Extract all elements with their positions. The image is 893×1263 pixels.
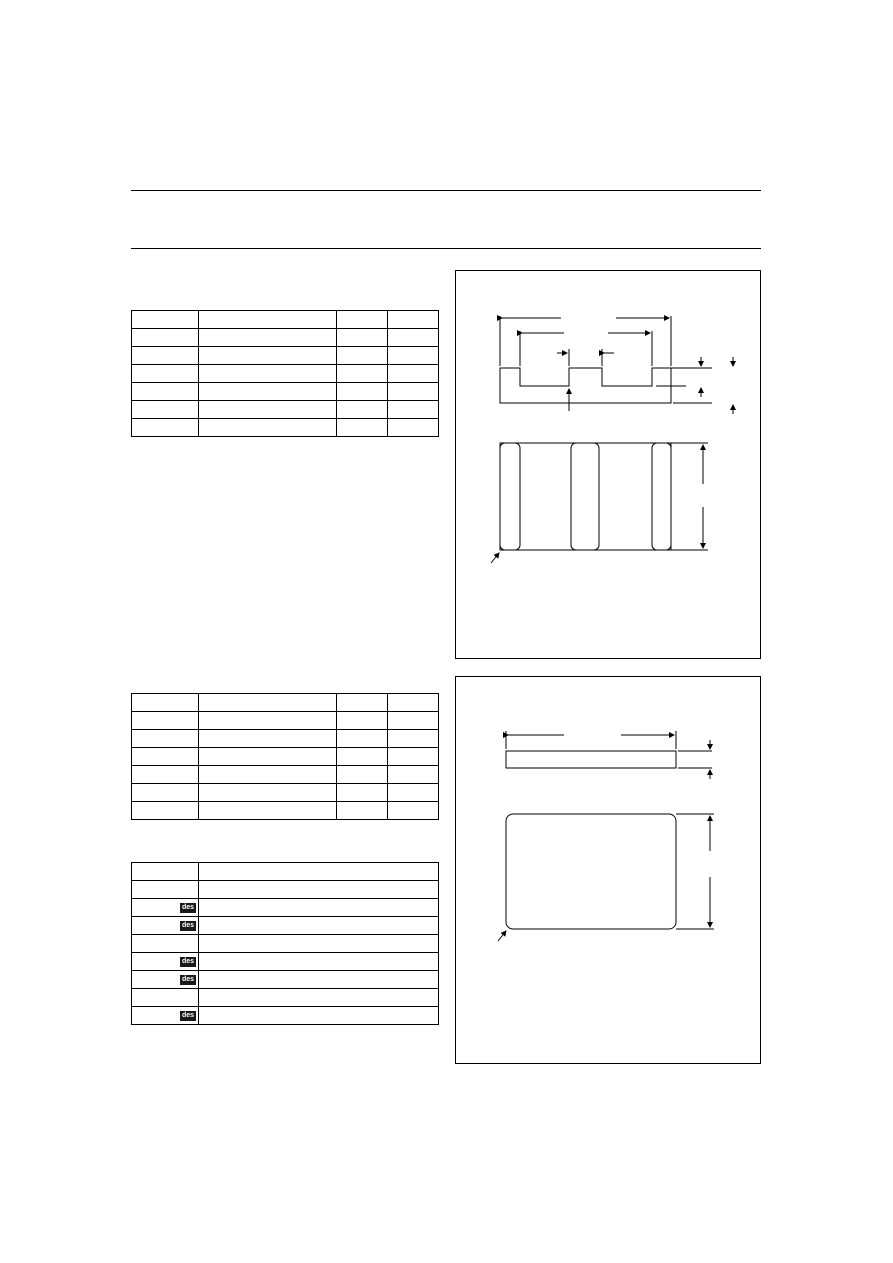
marking-desc-cell bbox=[199, 917, 439, 935]
table-b-cell bbox=[132, 784, 199, 802]
outline-drawing-1 bbox=[456, 271, 762, 660]
marking-desc-cell bbox=[199, 953, 439, 971]
des-marker: des bbox=[181, 975, 194, 983]
table-a-cell bbox=[199, 347, 337, 365]
table-a-cell bbox=[337, 383, 388, 401]
table-a-cell bbox=[337, 329, 388, 347]
des-marker: des bbox=[181, 957, 194, 965]
side-view-strip bbox=[506, 751, 676, 768]
outline-drawing-2 bbox=[456, 677, 762, 1065]
table-b-cell bbox=[199, 712, 337, 730]
marking-code-cell bbox=[132, 899, 199, 917]
outline-drawing-panel-1 bbox=[455, 270, 761, 659]
table-a-cell bbox=[199, 365, 337, 383]
dimension-table-b bbox=[131, 693, 439, 820]
table-b-cell bbox=[132, 748, 199, 766]
table-b-cell bbox=[337, 766, 388, 784]
table-a-cell bbox=[132, 419, 199, 437]
header-rule-bottom bbox=[131, 248, 761, 249]
table-b-row bbox=[132, 766, 439, 784]
terminal-left bbox=[500, 443, 520, 550]
table-b-cell bbox=[388, 766, 439, 784]
table-b-cell bbox=[132, 730, 199, 748]
marking-code-cell bbox=[132, 935, 199, 953]
table-b-cell bbox=[337, 784, 388, 802]
table-b-row bbox=[132, 784, 439, 802]
table-b-cell bbox=[199, 730, 337, 748]
table-a-cell bbox=[337, 419, 388, 437]
table-b-cell bbox=[199, 748, 337, 766]
table-a-cell bbox=[388, 383, 439, 401]
table-b-row bbox=[132, 748, 439, 766]
marking-table-row bbox=[132, 953, 439, 971]
marking-table bbox=[131, 862, 439, 1025]
table-a-row bbox=[132, 311, 439, 329]
marking-desc-cell bbox=[199, 989, 439, 1007]
marking-code-cell bbox=[132, 1007, 199, 1025]
marking-desc-cell bbox=[199, 899, 439, 917]
marking-code-cell bbox=[132, 863, 199, 881]
table-b-cell bbox=[199, 802, 337, 820]
table-a-cell bbox=[388, 311, 439, 329]
marking-table-row bbox=[132, 989, 439, 1007]
dimension-table-a bbox=[131, 310, 439, 437]
table-a-cell bbox=[337, 401, 388, 419]
des-marker: des bbox=[181, 1011, 194, 1019]
table-b-cell bbox=[388, 730, 439, 748]
marking-table-row bbox=[132, 971, 439, 989]
table-a-cell bbox=[388, 419, 439, 437]
marking-table-row bbox=[132, 935, 439, 953]
table-a-row bbox=[132, 383, 439, 401]
table-a-cell bbox=[132, 401, 199, 419]
marking-table-row bbox=[132, 881, 439, 899]
table-b-cell bbox=[337, 730, 388, 748]
table-b-cell bbox=[132, 712, 199, 730]
table-a-cell bbox=[132, 365, 199, 383]
table-a-cell bbox=[199, 383, 337, 401]
table-b-cell bbox=[199, 784, 337, 802]
table-b-cell bbox=[132, 802, 199, 820]
table-a-cell bbox=[337, 347, 388, 365]
table-a-cell bbox=[132, 347, 199, 365]
header-rule-top bbox=[131, 190, 761, 191]
marking-desc-cell bbox=[199, 863, 439, 881]
table-b-cell bbox=[337, 712, 388, 730]
table-b-row bbox=[132, 802, 439, 820]
table-b-row bbox=[132, 712, 439, 730]
table-b-cell bbox=[388, 784, 439, 802]
table-b-cell bbox=[388, 802, 439, 820]
top-view-body bbox=[500, 443, 671, 550]
marking-desc-cell bbox=[199, 971, 439, 989]
table-a-cell bbox=[388, 365, 439, 383]
table-a-cell bbox=[388, 347, 439, 365]
top-view-chip bbox=[506, 814, 676, 929]
table-b-cell bbox=[199, 766, 337, 784]
table-b-cell bbox=[337, 694, 388, 712]
table-a-cell bbox=[337, 311, 388, 329]
table-b-cell bbox=[337, 748, 388, 766]
marking-desc-cell bbox=[199, 935, 439, 953]
table-b-cell bbox=[199, 694, 337, 712]
marking-desc-cell bbox=[199, 1007, 439, 1025]
table-a-row bbox=[132, 419, 439, 437]
table-a-cell bbox=[199, 311, 337, 329]
table-a-cell bbox=[132, 383, 199, 401]
table-a-cell bbox=[337, 365, 388, 383]
terminal-center bbox=[571, 443, 599, 550]
des-marker: des bbox=[181, 903, 194, 911]
des-marker: des bbox=[181, 921, 194, 929]
table-b-row bbox=[132, 694, 439, 712]
table-a-cell bbox=[388, 401, 439, 419]
table-a-cell bbox=[199, 401, 337, 419]
table-a-cell bbox=[199, 329, 337, 347]
marking-code-cell bbox=[132, 917, 199, 935]
table-a-row bbox=[132, 347, 439, 365]
table-b-cell bbox=[132, 766, 199, 784]
marking-table-row bbox=[132, 899, 439, 917]
table-a-cell bbox=[199, 419, 337, 437]
table-b-cell bbox=[388, 712, 439, 730]
table-a-cell bbox=[388, 329, 439, 347]
table-a-row bbox=[132, 329, 439, 347]
marking-table-row bbox=[132, 917, 439, 935]
marking-table-row bbox=[132, 863, 439, 881]
terminal-right bbox=[652, 443, 671, 550]
marking-desc-cell bbox=[199, 881, 439, 899]
table-b-cell bbox=[388, 694, 439, 712]
marking-code-cell bbox=[132, 881, 199, 899]
outline-drawing-panel-2 bbox=[455, 676, 761, 1064]
table-b-row bbox=[132, 730, 439, 748]
marking-code-cell bbox=[132, 989, 199, 1007]
table-a-row bbox=[132, 365, 439, 383]
table-a-row bbox=[132, 401, 439, 419]
marking-code-cell bbox=[132, 971, 199, 989]
table-b-cell bbox=[132, 694, 199, 712]
table-b-cell bbox=[337, 802, 388, 820]
marking-code-cell bbox=[132, 953, 199, 971]
table-a-cell bbox=[132, 329, 199, 347]
table-a-cell bbox=[132, 311, 199, 329]
side-profile bbox=[500, 368, 671, 403]
marking-table-row bbox=[132, 1007, 439, 1025]
table-b-cell bbox=[388, 748, 439, 766]
